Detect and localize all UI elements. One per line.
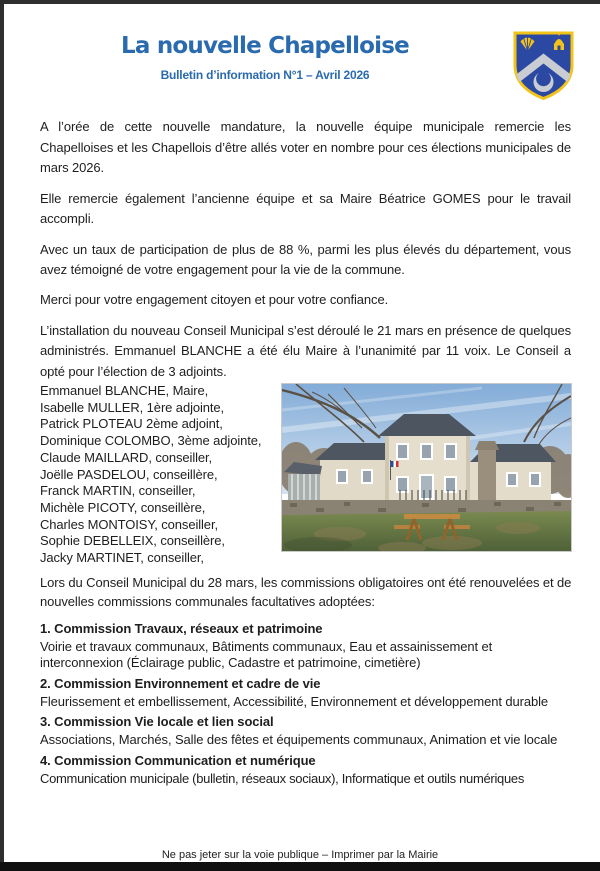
council-member-item: Sophie DEBELLEIX, conseillère, [40, 533, 225, 549]
commission-description: Associations, Marchés, Salle des fêtes et équipements communaux, Animation et vie locale [40, 732, 558, 748]
council-section [40, 380, 573, 567]
council-member-item: Patrick PLOTEAU 2ème adjoint, [40, 416, 223, 432]
council-member-item: Joëlle PASDELOU, conseillère, [40, 466, 218, 482]
commission-description: Communication municipale (bulletin, réseaux sociaux), Informatique et outils numériques [40, 770, 525, 786]
intro-section [40, 117, 571, 392]
newsletter-header [40, 33, 490, 83]
commission-title: 4. Commission Communication et numérique [40, 752, 316, 768]
footer-note: Ne pas jeter sur la voie publique – Imprimer par la Mairie [161, 849, 439, 861]
town-hall-photo [281, 383, 572, 552]
council-member-item: Franck MARTIN, conseiller, [40, 483, 196, 499]
commission-title: 1. Commission Travaux, réseaux et patrimoine [40, 621, 323, 636]
town-crest [510, 29, 577, 101]
intro-paragraph: Merci pour votre engagement citoyen et pour votre confiance. [40, 292, 389, 308]
intro-paragraph: Avec un taux de participation de plus de 88 %, parmi les plus élevés du département, vous avez témoigné de votre engagement pour la vie de la commune. [40, 241, 571, 278]
scan-border-bottom [0, 862, 600, 871]
commission-title: 3. Commission Vie locale et lien social [40, 714, 274, 730]
council-member-item: Michèle PICOTY, conseillère, [40, 499, 206, 515]
upstairs-windows [396, 443, 457, 460]
council-member-item: Charles MONTOISY, conseiller, [40, 516, 218, 532]
left-wing [320, 460, 385, 506]
stone-pillar [478, 450, 496, 506]
commissions-intro: Lors du Conseil Municipal du 28 mars, les commissions obligatoires ont été renouvelées et de nouvelles commissions communales facultatives adoptées: [40, 575, 572, 609]
council-member-item: Dominique COLOMBO, 3ème adjointe, [40, 433, 262, 449]
commission-description: Voirie et travaux communaux, Bâtiments communaux, Eau et assainissement et interconnexion (Éclairage public, Cadastre et patrimoine, cimetière) [40, 639, 493, 671]
commissions-section [40, 573, 573, 787]
page-title: La nouvelle Chapelloise [121, 33, 409, 59]
council-member-item: Claude MAILLARD, conseiller, [40, 449, 213, 465]
commission-description: Fleurissement et embellissement, Accessibilité, Environnement et développement durable [40, 693, 549, 709]
council-members-list [40, 380, 281, 567]
intro-paragraph: L’installation du nouveau Conseil Municipal s’est déroulé le 21 mars en présence de quelques administrés. Emmanuel BLANCHE a été élu Maire à l’unanimité par 11 voix. Le Conseil a opté pour l’élection de 3 adjoints. [40, 322, 571, 380]
council-member-item: Emmanuel BLANCHE, Maire, [40, 383, 209, 398]
intro-paragraph: Elle remercie également l’ancienne équipe et sa Maire Béatrice GOMES pour le travail accompli. [40, 190, 571, 227]
page-subtitle: Bulletin d’information N°1 – Avril 2026 [160, 68, 370, 82]
intro-paragraph: A l’orée de cette nouvelle mandature, la nouvelle équipe municipale remercie les Chapelloises et les Chapellois d’être allés voter en nombre pour ces élections municipales de mars 2026. [40, 119, 571, 176]
council-member-item: Isabelle MULLER, 1ère adjointe, [40, 399, 225, 415]
scan-border-top [0, 0, 600, 4]
commission-title: 2. Commission Environnement et cadre de vie [40, 675, 321, 691]
scan-border-left [0, 0, 4, 871]
council-member-item: Jacky MARTINET, conseiller, [40, 550, 204, 566]
